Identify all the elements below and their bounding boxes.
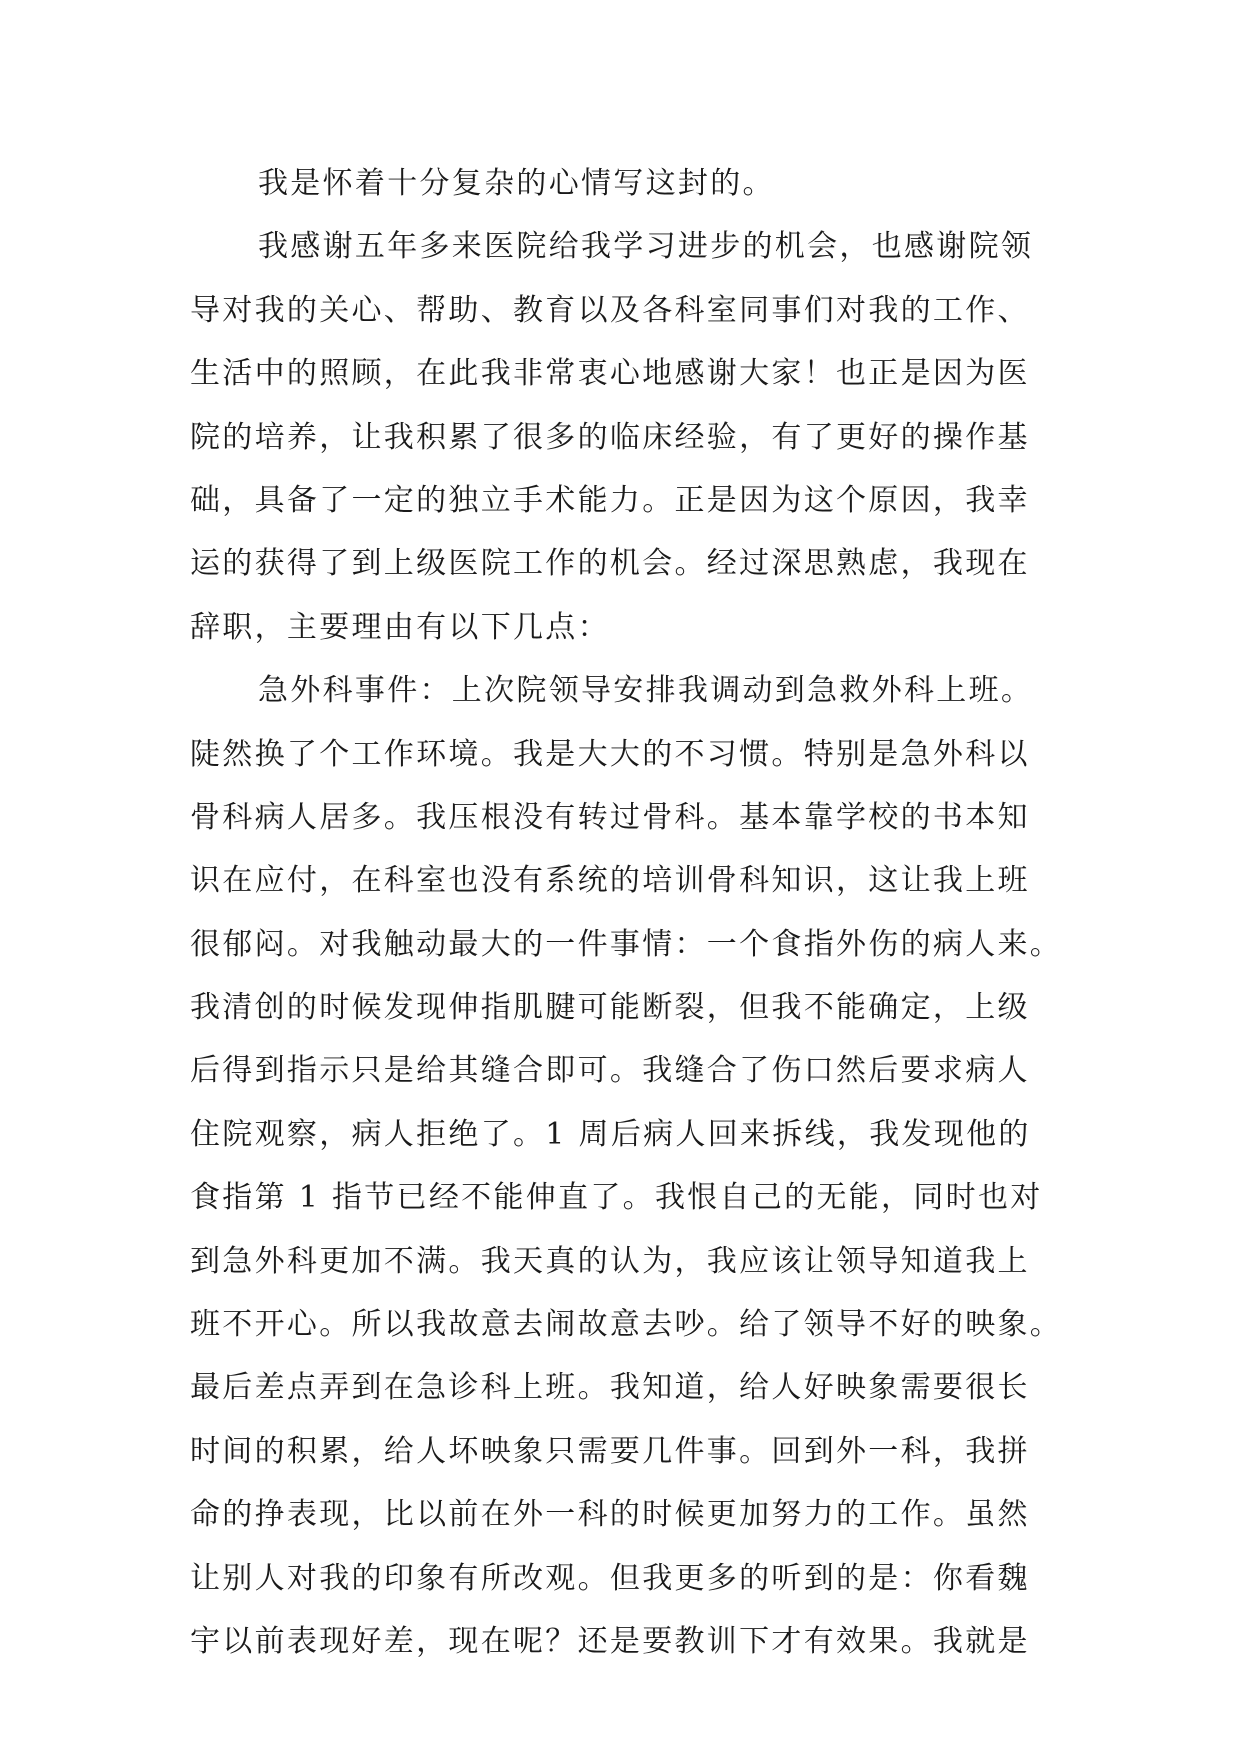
paragraph-2-line-3: 生活中的照顾，在此我非常衷心地感谢大家！也正是因为医 xyxy=(190,356,1030,392)
paragraph-3-line-6: 我清创的时候发现伸指肌腱可能断裂，但我不能确定，上级 xyxy=(190,990,1030,1026)
paragraph-3-line-2: 陡然换了个工作环境。我是大大的不习惯。特别是急外科以 xyxy=(190,736,1030,772)
paragraph-2-line-6: 运的获得了到上级医院工作的机会。经过深思熟虑，我现在 xyxy=(190,546,1030,582)
paragraph-2-line-7: 辞职，主要理由有以下几点： xyxy=(190,609,610,645)
paragraph-3-line-12: 最后差点弄到在急诊科上班。我知道，给人好映象需要很长 xyxy=(190,1370,1030,1406)
paragraph-3-line-10: 到急外科更加不满。我天真的认为，我应该让领导知道我上 xyxy=(190,1243,1030,1279)
paragraph-2-line-1: 我感谢五年多来医院给我学习进步的机会，也感谢院领 xyxy=(258,229,1034,265)
paragraph-3-line-16: 宇以前表现好差，现在呢？还是要教训下才有效果。我就是 xyxy=(190,1623,1030,1659)
paragraph-2-line-5: 础，具备了一定的独立手术能力。正是因为这个原因，我幸 xyxy=(190,482,1030,518)
paragraph-3-line-14: 命的挣表现，比以前在外一科的时候更加努力的工作。虽然 xyxy=(190,1497,1030,1533)
paragraph-1-line-1: 我是怀着十分复杂的心情写这封的。 xyxy=(258,166,775,201)
paragraph-2-line-4: 院的培养，让我积累了很多的临床经验，有了更好的操作基 xyxy=(190,419,1030,455)
paragraph-3-line-3: 骨科病人居多。我压根没有转过骨科。基本靠学校的书本知 xyxy=(190,799,1030,835)
paragraph-3-line-8: 住院观察，病人拒绝了。1 周后病人回来拆线，我发现他的 xyxy=(190,1116,1031,1152)
paragraph-3-line-5: 很郁闷。对我触动最大的一件事情：一个食指外伤的病人来。 xyxy=(190,926,1063,962)
paragraph-3-line-13: 时间的积累，给人坏映象只需要几件事。回到外一科，我拼 xyxy=(190,1433,1030,1469)
paragraph-3-line-1: 急外科事件：上次院领导安排我调动到急救外科上班。 xyxy=(258,673,1034,709)
paragraph-3-line-9: 食指第 1 指节已经不能伸直了。我恨自己的无能，同时也对 xyxy=(190,1180,1043,1216)
letter-body xyxy=(190,152,1063,1673)
paragraph-2-line-2: 导对我的关心、帮助、教育以及各科室同事们对我的工作、 xyxy=(190,292,1030,328)
paragraph-3-line-7: 后得到指示只是给其缝合即可。我缝合了伤口然后要求病人 xyxy=(190,1053,1030,1089)
paragraph-3-line-15: 让别人对我的印象有所改观。但我更多的听到的是：你看魏 xyxy=(190,1560,1030,1596)
paragraph-3-line-4: 识在应付，在科室也没有系统的培训骨科知识，这让我上班 xyxy=(190,863,1030,899)
paragraph-3-line-11: 班不开心。所以我故意去闹故意去吵。给了领导不好的映象。 xyxy=(190,1307,1063,1343)
